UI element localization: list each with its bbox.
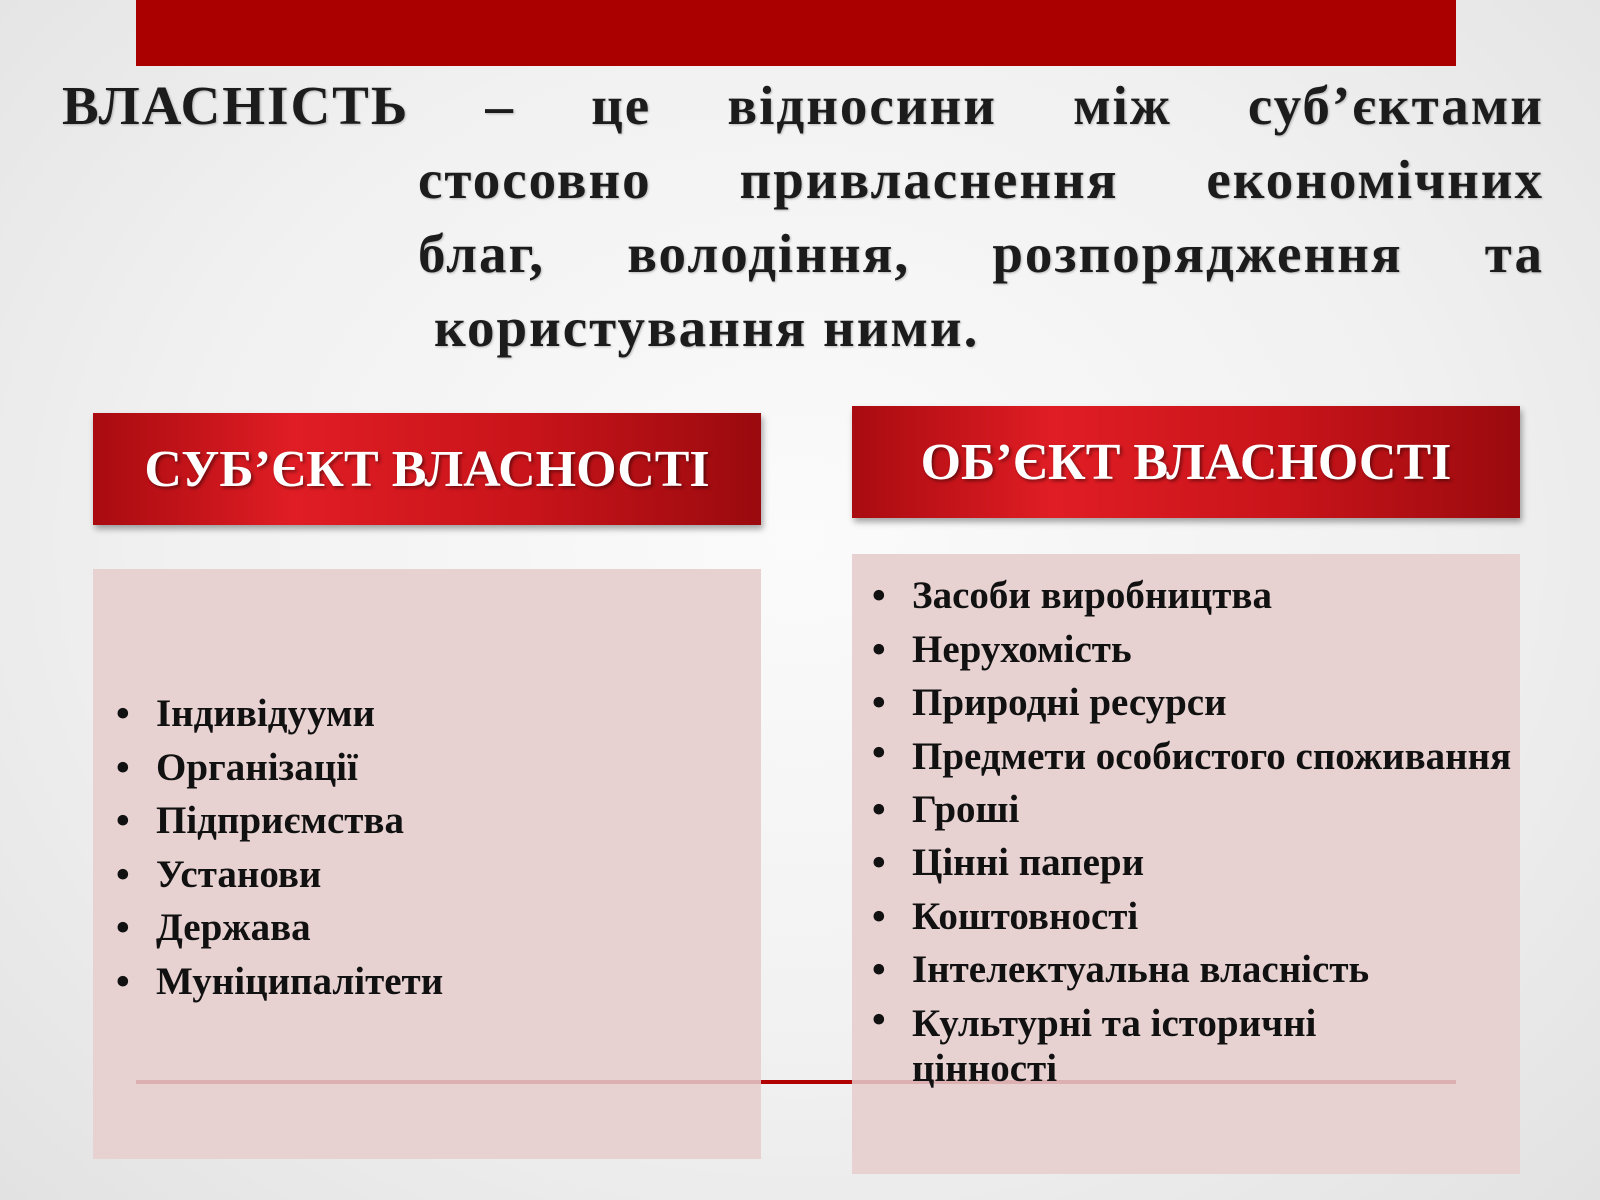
connector-line-left: [136, 1080, 761, 1084]
definition-line-3: благ, володіння, розпорядження та: [418, 223, 1544, 284]
definition-dash: –: [485, 75, 515, 136]
list-item: • Предмети особистого споживання: [852, 730, 1512, 783]
subject-title: СУБ’ЄКТ ВЛАСНОСТІ: [144, 440, 710, 498]
list-item: • Природні ресурси: [852, 676, 1512, 730]
object-list: [852, 569, 1512, 1095]
list-item: • Цінні папери: [852, 836, 1512, 890]
list-item: • Підприємства: [96, 794, 746, 848]
connector-line-middle: [761, 1080, 852, 1084]
list-item: • Коштовності: [852, 890, 1512, 944]
list-item: • Індивідууми: [96, 687, 746, 741]
definition-term: ВЛАСНІСТЬ: [62, 75, 410, 136]
list-item: • Гроші: [852, 783, 1512, 837]
list-item: • Інтелектуальна власність: [852, 943, 1512, 997]
list-item: • Установи: [96, 848, 746, 902]
definition-line-2: стосовно привласнення економічних: [418, 149, 1544, 210]
definition-text: [62, 70, 1544, 370]
list-item: • Нерухомість: [852, 623, 1512, 677]
object-title: ОБ’ЄКТ ВЛАСНОСТІ: [920, 433, 1452, 491]
list-item: • Організації: [96, 741, 746, 795]
object-header: [852, 406, 1520, 518]
top-accent-bar: [136, 0, 1456, 66]
list-item: • Муніципалітети: [96, 955, 746, 1009]
subject-list: [96, 687, 746, 1008]
definition-line-1: ВЛАСНІСТЬ – це відносини між суб’єктами: [62, 70, 1544, 142]
definition-line-4: користування ними.: [434, 297, 980, 358]
list-item: • Культурні та історичні цінності: [852, 997, 1392, 1095]
list-item: • Засоби виробництва: [852, 569, 1512, 623]
list-item: • Держава: [96, 901, 746, 955]
subject-header: [93, 413, 761, 525]
